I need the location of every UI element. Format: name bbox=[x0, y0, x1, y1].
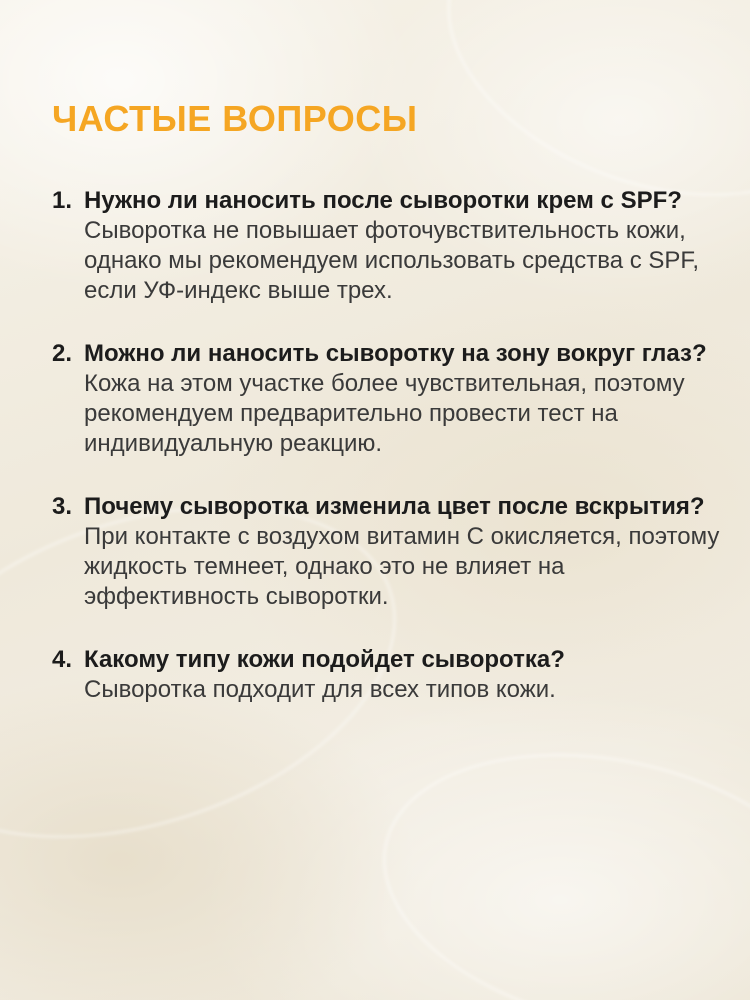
faq-number: 3. bbox=[52, 493, 73, 520]
faq-item-4 bbox=[52, 645, 722, 705]
faq-list bbox=[52, 186, 722, 738]
page-title: ЧАСТЫЕ ВОПРОСЫ bbox=[52, 98, 418, 139]
faq-answer: Кожа на этом участке более чувствительная, поэтому рекомендуем предварительно провести тест на индивидуальную реакцию. bbox=[84, 370, 685, 457]
faq-answer: При контакте с воздухом витамин С окисляется, поэтому жидкость темнеет, однако это не влияет на эффективность сыворотки. bbox=[84, 523, 720, 610]
faq-question: Какому типу кожи подойдет сыворотка? bbox=[84, 646, 565, 673]
faq-question: Нужно ли наносить после сыворотки крем с SPF? bbox=[84, 187, 682, 214]
faq-question: Можно ли наносить сыворотку на зону вокруг глаз? bbox=[84, 340, 707, 367]
faq-number: 1. bbox=[52, 187, 73, 214]
faq-answer: Сыворотка не повышает фоточувствительность кожи, однако мы рекомендуем использовать средства с SPF, если УФ-индекс выше трех. bbox=[84, 217, 700, 304]
faq-answer: Сыворотка подходит для всех типов кожи. bbox=[84, 676, 556, 703]
faq-item-3 bbox=[52, 492, 722, 612]
faq-number: 4. bbox=[52, 646, 73, 673]
faq-question: Почему сыворотка изменила цвет после вскрытия? bbox=[84, 493, 705, 520]
faq-item-2 bbox=[52, 339, 722, 459]
background-sheen bbox=[358, 715, 750, 1000]
faq-item-1 bbox=[52, 186, 722, 306]
faq-number: 2. bbox=[52, 340, 73, 367]
